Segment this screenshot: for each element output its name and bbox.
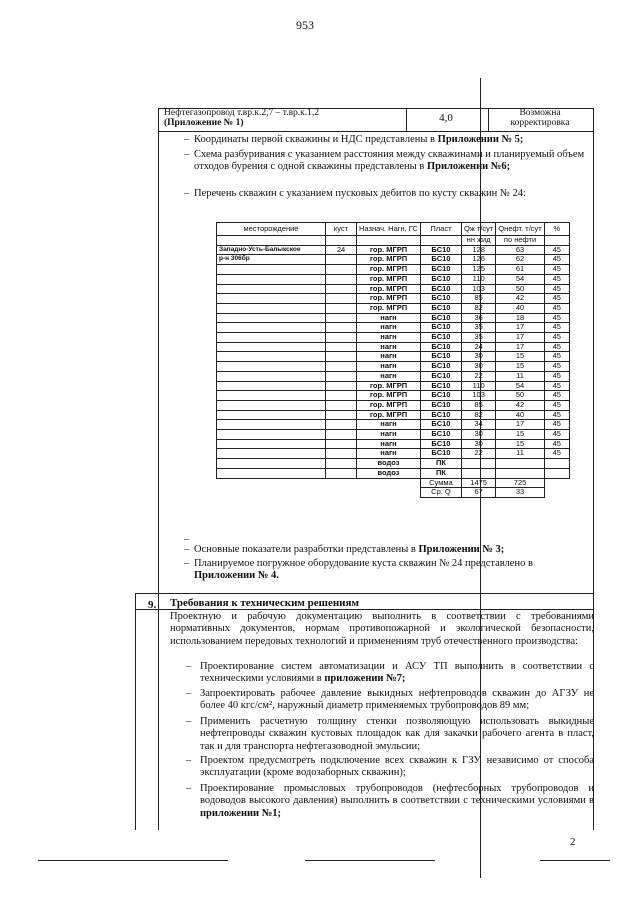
section-intro: Проектную и рабочую документацию выполнить в соответствии с требованиями нормативных документов, нормам противопожарной и экологической безопасности, использованием передовых технологий и применениям труб отечественного производства: <box>170 611 594 647</box>
field-cell <box>217 303 326 313</box>
purpose-cell: нагн <box>357 371 421 381</box>
avg-row <box>217 488 570 498</box>
q-liquid-cell: 35 <box>461 323 495 333</box>
table-row <box>217 362 570 372</box>
q-liquid-cell: 82 <box>461 303 495 313</box>
q-liquid-cell: 85 <box>461 400 495 410</box>
q-liquid-cell: 30 <box>461 352 495 362</box>
subheader-cell <box>326 236 357 246</box>
empty-cell <box>544 478 569 488</box>
header-percent: % <box>544 223 569 236</box>
layer-cell: БС10 <box>420 274 461 284</box>
header-field: месторождение <box>217 223 326 236</box>
field-cell <box>217 362 326 372</box>
q-liquid-cell: 22 <box>461 371 495 381</box>
field-cell <box>217 294 326 304</box>
bullet-text: Планируемое погружное оборудование куста скважин № 24 представлено в <box>194 558 533 569</box>
q-oil-cell: 42 <box>496 294 544 304</box>
bullet-coordinates <box>184 134 590 146</box>
bullet-marker: – <box>186 688 192 699</box>
table-row <box>217 294 570 304</box>
bullet-marker: – <box>184 149 190 160</box>
q-liquid-cell: 30 <box>461 362 495 372</box>
pipeline-appendix-ref: (Приложение № 1) <box>164 118 244 128</box>
table-row <box>217 400 570 410</box>
wells-table <box>216 222 570 498</box>
empty-cell <box>326 478 357 488</box>
q-liquid-cell: 24 <box>461 342 495 352</box>
bullet-well-list <box>184 188 590 200</box>
percent-cell: 45 <box>544 381 569 391</box>
layer-cell: БС10 <box>420 303 461 313</box>
wells-table-header <box>217 223 570 236</box>
bush-cell <box>326 439 357 449</box>
subheader-cell <box>544 236 569 246</box>
table-row <box>217 274 570 284</box>
field-cell <box>217 371 326 381</box>
bullet-development-indicators <box>184 544 590 556</box>
q-liquid-cell: 85 <box>461 294 495 304</box>
summary-q-liquid: 1475 <box>461 478 495 488</box>
table-row <box>217 342 570 352</box>
footer-line-mid <box>305 860 435 861</box>
field-cell <box>217 313 326 323</box>
percent-cell: 45 <box>544 255 569 265</box>
layer-cell: ПК <box>420 459 461 469</box>
layer-cell: БС10 <box>420 294 461 304</box>
percent-cell: 45 <box>544 362 569 372</box>
field-cell <box>217 323 326 333</box>
percent-cell: 45 <box>544 400 569 410</box>
field-cell <box>217 400 326 410</box>
q-oil-cell: 11 <box>496 449 544 459</box>
percent-cell: 45 <box>544 313 569 323</box>
requirement-appendix-ref: приложении №7; <box>324 673 406 685</box>
table-row <box>217 459 570 469</box>
layer-cell: БС10 <box>420 430 461 440</box>
bush-cell <box>326 284 357 294</box>
purpose-cell: нагн <box>357 449 421 459</box>
percent-cell <box>544 468 569 478</box>
bush-cell <box>326 381 357 391</box>
bullet-appendix-ref: Приложении № 4. <box>194 570 279 581</box>
pipeline-length: 4,0 <box>439 112 453 124</box>
field-cell <box>217 459 326 469</box>
footer-line-right <box>540 860 610 861</box>
field-cell: р-н 306бр <box>217 255 326 265</box>
purpose-cell: нагн <box>357 420 421 430</box>
requirement-text: Проектирование систем автоматизации и АСУ ТП выполнить в соответствии с техническими условиями в <box>200 661 594 685</box>
field-cell <box>217 352 326 362</box>
pipeline-note-line2: корректировка <box>510 118 570 128</box>
q-liquid-cell <box>461 459 495 469</box>
q-oil-cell: 15 <box>496 430 544 440</box>
table-row <box>217 303 570 313</box>
header-q-liquid: Qж т/сут <box>461 223 495 236</box>
percent-cell: 45 <box>544 371 569 381</box>
left-border <box>158 108 159 830</box>
summary-label: Ср. Q <box>420 488 461 498</box>
q-oil-cell: 15 <box>496 439 544 449</box>
bush-cell <box>326 410 357 420</box>
q-oil-cell: 15 <box>496 352 544 362</box>
requirement-appendix-ref: приложении №1; <box>200 807 282 819</box>
page-number: 953 <box>296 18 314 32</box>
q-oil-cell: 40 <box>496 303 544 313</box>
pipeline-note-line1: Возможна <box>519 108 561 118</box>
field-cell <box>217 410 326 420</box>
subheader-cell <box>420 236 461 246</box>
bullet-pump-equipment <box>184 558 590 582</box>
bush-cell <box>326 400 357 410</box>
percent-cell: 45 <box>544 333 569 343</box>
q-liquid-cell: 82 <box>461 410 495 420</box>
layer-cell: БС10 <box>420 381 461 391</box>
q-oil-cell: 11 <box>496 371 544 381</box>
purpose-cell: нагн <box>357 362 421 372</box>
requirement-text: Проектирование промысловых трубопроводов (нефтесборных трубопроводов и водоводов высокого давления) выполнить в соответствии с техническими условиями в <box>200 783 594 807</box>
empty-cell <box>326 488 357 498</box>
purpose-cell: нагн <box>357 313 421 323</box>
bush-cell <box>326 274 357 284</box>
footer-line-left <box>38 860 228 861</box>
q-liquid-cell: 110 <box>461 274 495 284</box>
table-row <box>217 333 570 343</box>
q-liquid-cell: 126 <box>461 255 495 265</box>
purpose-cell: гор. МГРП <box>357 284 421 294</box>
bullet-marker: – <box>186 661 192 672</box>
q-oil-cell: 61 <box>496 265 544 275</box>
bullet-marker: – <box>184 558 190 569</box>
header-bush: куст <box>326 223 357 236</box>
bush-cell <box>326 333 357 343</box>
q-oil-cell: 17 <box>496 323 544 333</box>
percent-cell: 45 <box>544 274 569 284</box>
purpose-cell: гор. МГРП <box>357 265 421 275</box>
q-liquid-cell: 30 <box>461 430 495 440</box>
layer-cell: БС10 <box>420 362 461 372</box>
bullet-marker: – <box>184 134 190 145</box>
percent-cell: 45 <box>544 284 569 294</box>
field-cell <box>217 468 326 478</box>
percent-cell: 45 <box>544 265 569 275</box>
purpose-cell: водоз <box>357 459 421 469</box>
empty-cell <box>357 488 421 498</box>
layer-cell: БС10 <box>420 313 461 323</box>
requirement-text: Запроектировать рабочее давление выкидных нефтепроводов скважин до АГЗУ не более 40 кгс/см², наружный диаметр применяемых трубопроводов 89 мм; <box>200 688 594 712</box>
footer-page-number: 2 <box>570 836 576 848</box>
sum-row <box>217 478 570 488</box>
purpose-cell: нагн <box>357 342 421 352</box>
bush-cell <box>326 420 357 430</box>
bullet-appendix-ref: Приложении № 3; <box>418 544 505 555</box>
layer-cell: БС10 <box>420 439 461 449</box>
table-row <box>217 381 570 391</box>
percent-cell: 45 <box>544 352 569 362</box>
percent-cell: 45 <box>544 391 569 401</box>
header-layer: Пласт <box>420 223 461 236</box>
purpose-cell: нагн <box>357 439 421 449</box>
q-oil-cell: 54 <box>496 274 544 284</box>
table-row <box>217 265 570 275</box>
pipeline-row <box>158 108 592 130</box>
field-cell <box>217 439 326 449</box>
field-cell <box>217 391 326 401</box>
subheader-cell: по нефти <box>496 236 544 246</box>
purpose-cell: гор. МГРП <box>357 381 421 391</box>
bullet-text: Основные показатели разработки представлены в <box>194 544 419 555</box>
q-oil-cell: 63 <box>496 245 544 255</box>
purpose-cell: гор. МГРП <box>357 255 421 265</box>
purpose-cell: нагн <box>357 430 421 440</box>
field-cell <box>217 284 326 294</box>
layer-cell: ПК <box>420 468 461 478</box>
q-liquid-cell: 36 <box>461 313 495 323</box>
bush-cell <box>326 342 357 352</box>
section9-title-line <box>135 609 594 610</box>
percent-cell: 45 <box>544 449 569 459</box>
bullet-marker: – <box>186 716 192 727</box>
bullet-text: Координаты первой скважины и НДС представлены в <box>194 134 438 145</box>
field-cell <box>217 430 326 440</box>
layer-cell: БС10 <box>420 245 461 255</box>
bush-cell <box>326 468 357 478</box>
bush-cell <box>326 323 357 333</box>
field-cell <box>217 381 326 391</box>
wells-table-body <box>217 245 570 497</box>
purpose-cell: гор. МГРП <box>357 400 421 410</box>
q-liquid-cell: 125 <box>461 265 495 275</box>
bullet-marker: – <box>184 534 190 545</box>
percent-cell: 45 <box>544 430 569 440</box>
table-row <box>217 449 570 459</box>
q-oil-cell <box>496 459 544 469</box>
layer-cell: БС10 <box>420 333 461 343</box>
requirement-text: Применить расчетную толщину стенки позволяющую использовать выкидные нефтепроводы скважин кустовых площадок как для закачки рабочего агента в пласт, так и для транспорта нефтегазоводной эмульсии; <box>200 716 594 752</box>
field-cell <box>217 420 326 430</box>
bullet-appendix-ref: Приложении №6; <box>426 161 511 172</box>
q-oil-cell: 50 <box>496 284 544 294</box>
q-liquid-cell: 35 <box>461 333 495 343</box>
bush-cell <box>326 371 357 381</box>
field-cell: Западно-Усть-Балыкское <box>217 245 326 255</box>
bullet-drilling-scheme <box>184 149 590 173</box>
field-cell <box>217 342 326 352</box>
q-oil-cell: 17 <box>496 420 544 430</box>
header-purpose: Назнач. Нагн, ГС <box>357 223 421 236</box>
percent-cell: 45 <box>544 410 569 420</box>
percent-cell: 45 <box>544 342 569 352</box>
table-row <box>217 371 570 381</box>
q-oil-cell <box>496 468 544 478</box>
field-cell <box>217 449 326 459</box>
purpose-cell: гор. МГРП <box>357 294 421 304</box>
layer-cell: БС10 <box>420 410 461 420</box>
pipeline-name <box>164 108 404 128</box>
bush-cell <box>326 303 357 313</box>
summary-q-liquid: 67 <box>461 488 495 498</box>
q-liquid-cell <box>461 468 495 478</box>
q-liquid-cell: 103 <box>461 391 495 401</box>
q-oil-cell: 54 <box>496 381 544 391</box>
bush-cell <box>326 313 357 323</box>
summary-q-oil: 725 <box>496 478 544 488</box>
q-oil-cell: 15 <box>496 362 544 372</box>
bush-cell <box>326 265 357 275</box>
table-row <box>217 439 570 449</box>
bush-cell <box>326 255 357 265</box>
bullet-appendix-ref: Приложении № 5; <box>437 134 524 145</box>
table-row <box>217 245 570 255</box>
layer-cell: БС10 <box>420 352 461 362</box>
layer-cell: БС10 <box>420 323 461 333</box>
table-row <box>217 410 570 420</box>
purpose-cell: гор. МГРП <box>357 303 421 313</box>
table-row <box>217 352 570 362</box>
layer-cell: БС10 <box>420 400 461 410</box>
bush-cell <box>326 294 357 304</box>
requirement-pressure <box>186 688 594 713</box>
percent-cell: 45 <box>544 303 569 313</box>
bush-cell <box>326 430 357 440</box>
q-liquid-cell: 30 <box>461 439 495 449</box>
percent-cell: 45 <box>544 294 569 304</box>
field-cell <box>217 265 326 275</box>
bush-cell <box>326 459 357 469</box>
purpose-cell: нагн <box>357 352 421 362</box>
section9-top-line <box>135 593 594 594</box>
empty-cell <box>544 488 569 498</box>
purpose-cell: гор. МГРП <box>357 245 421 255</box>
bush-cell <box>326 391 357 401</box>
bullet-marker: – <box>184 188 190 199</box>
q-liquid-cell: 110 <box>461 381 495 391</box>
subheader-cell: нн жид <box>461 236 495 246</box>
bush-cell <box>326 449 357 459</box>
requirement-wall-thickness <box>186 716 594 753</box>
summary-q-oil: 33 <box>496 488 544 498</box>
empty-cell <box>357 478 421 488</box>
q-liquid-cell: 103 <box>461 284 495 294</box>
summary-label: Сумма <box>420 478 461 488</box>
bush-cell <box>326 362 357 372</box>
subheader-cell <box>217 236 326 246</box>
layer-cell: БС10 <box>420 342 461 352</box>
field-cell <box>217 333 326 343</box>
purpose-cell: гор. МГРП <box>357 391 421 401</box>
pipeline-note <box>488 108 592 128</box>
bullet-marker: – <box>184 544 190 555</box>
q-oil-cell: 42 <box>496 400 544 410</box>
layer-cell: БС10 <box>420 265 461 275</box>
bullet-marker: – <box>186 783 192 794</box>
purpose-cell: нагн <box>357 323 421 333</box>
q-liquid-cell: 128 <box>461 245 495 255</box>
requirement-automation <box>186 661 594 686</box>
layer-cell: БС10 <box>420 255 461 265</box>
q-oil-cell: 50 <box>496 391 544 401</box>
section-number: 9. <box>148 599 157 611</box>
purpose-cell: водоз <box>357 468 421 478</box>
layer-cell: БС10 <box>420 449 461 459</box>
layer-cell: БС10 <box>420 420 461 430</box>
header-q-oil: Qнефт. т/сут <box>496 223 544 236</box>
layer-cell: БС10 <box>420 371 461 381</box>
bullet-marker: – <box>186 755 192 766</box>
q-liquid-cell: 34 <box>461 420 495 430</box>
percent-cell: 45 <box>544 420 569 430</box>
q-liquid-cell: 22 <box>461 449 495 459</box>
bullet-text: Схема разбуривания с указанием расстояния между скважинами и планируемый объем отходов бурения с одной скважины представлены в <box>194 149 585 172</box>
bush-cell: 24 <box>326 245 357 255</box>
q-oil-cell: 62 <box>496 255 544 265</box>
table-row <box>217 420 570 430</box>
subheader-cell <box>357 236 421 246</box>
table-row <box>217 313 570 323</box>
purpose-cell: гор. МГРП <box>357 410 421 420</box>
q-oil-cell: 40 <box>496 410 544 420</box>
purpose-cell: нагн <box>357 333 421 343</box>
bullet-text: Перечень скважин с указанием пусковых дебитов по кусту скважин № 24: <box>194 188 526 199</box>
percent-cell: 45 <box>544 439 569 449</box>
q-oil-cell: 17 <box>496 342 544 352</box>
q-oil-cell: 17 <box>496 333 544 343</box>
percent-cell: 45 <box>544 323 569 333</box>
table-row <box>217 430 570 440</box>
wells-table-subheader <box>217 236 570 246</box>
requirement-pipelines <box>186 783 594 820</box>
table-row <box>217 255 570 265</box>
requirement-text: Проектом предусмотреть подключение всех скважин к ГЗУ, независимо от способа эксплуатации (кроме водозаборных скважин); <box>200 755 594 779</box>
field-cell <box>217 274 326 284</box>
q-oil-cell: 18 <box>496 313 544 323</box>
empty-cell <box>217 478 326 488</box>
bush-cell <box>326 352 357 362</box>
layer-cell: БС10 <box>420 391 461 401</box>
top-row-bottom-line <box>158 131 594 132</box>
percent-cell: 45 <box>544 245 569 255</box>
requirement-connection <box>186 755 594 780</box>
section-number-column-line <box>135 593 136 830</box>
purpose-cell: гор. МГРП <box>357 274 421 284</box>
table-row <box>217 391 570 401</box>
table-row <box>217 468 570 478</box>
table-row <box>217 323 570 333</box>
empty-cell <box>217 488 326 498</box>
section-title: Требования к техническим решениям <box>170 597 359 609</box>
table-row <box>217 284 570 294</box>
percent-cell <box>544 459 569 469</box>
pipeline-name-line1: Нефтегазопровод т.вр.к.2,7 – т.вр.к.1,2 <box>164 108 320 118</box>
layer-cell: БС10 <box>420 284 461 294</box>
